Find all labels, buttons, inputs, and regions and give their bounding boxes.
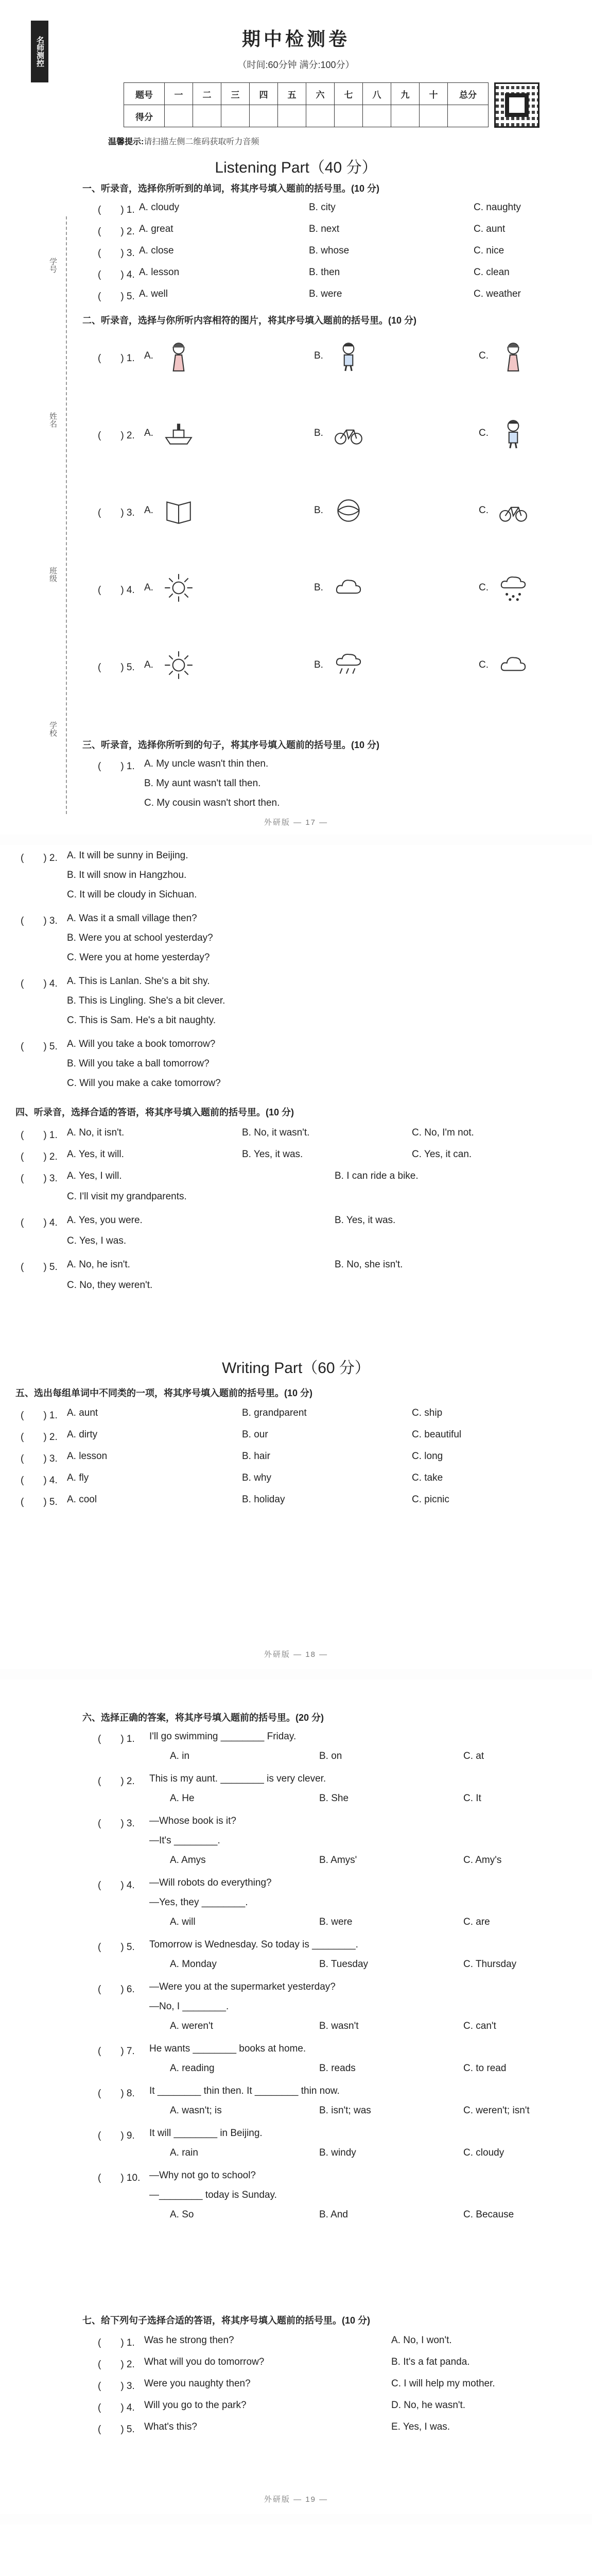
sentence-option: C. This is Sam. He's a bit naughty. — [67, 1015, 216, 1026]
question-stem: Tomorrow is Wednesday. So today is ________. — [149, 1939, 358, 1950]
option-b: B. reads — [319, 2063, 356, 2074]
question-stem: It ________ thin then. It ________ thin now. — [149, 2086, 340, 2096]
question-1-heading: 一、听录音，选择你所听到的单词，将其序号填入题前的括号里。(10 分) — [82, 183, 380, 194]
question-stem: —Yes, they ________. — [149, 1897, 248, 1908]
option-a: A. lesson — [139, 267, 180, 278]
question-number[interactable]: ( ) 3. — [21, 1173, 58, 1184]
option-c: C. clean — [474, 267, 510, 278]
option-c: C. at — [463, 1751, 484, 1761]
score-table — [124, 82, 489, 127]
option-a: A. He — [170, 1793, 195, 1804]
option-label: B. — [314, 659, 323, 670]
option-a: A. Amys — [170, 1855, 206, 1866]
score-input-cell[interactable] — [221, 105, 250, 127]
question-number[interactable]: ( ) 4. — [98, 2402, 135, 2413]
reply-option: A. Yes, it will. — [67, 1149, 124, 1160]
score-cell: 三 — [221, 83, 250, 105]
answer-option: D. No, he wasn't. — [391, 2400, 466, 2411]
option-label: C. — [479, 659, 489, 670]
option-b: B. Tuesday — [319, 1959, 369, 1970]
question-number[interactable]: ( ) 5. — [21, 1497, 58, 1507]
option-b: B. were — [309, 289, 342, 299]
rain-icon[interactable] — [333, 649, 364, 681]
question-sentence: What's this? — [144, 2421, 197, 2432]
question-number[interactable]: ( ) 2. — [21, 1432, 58, 1443]
option-b: B. Amys' — [319, 1855, 357, 1866]
question-number[interactable]: ( ) 4. — [21, 1475, 58, 1486]
option-b: B. windy — [319, 2147, 356, 2158]
option-a: A. dirty — [67, 1429, 98, 1440]
option-a: A. in — [170, 1751, 190, 1761]
sentence-option: B. It will snow in Hangzhou. — [67, 870, 187, 880]
tip-label: 温馨提示: — [108, 138, 144, 146]
option-c: C. beautiful — [412, 1429, 462, 1440]
side-label-name: 姓名 — [48, 412, 57, 428]
reply-option: C. No, I'm not. — [412, 1127, 474, 1138]
option-a: A. So — [170, 2209, 194, 2220]
boy-icon[interactable] — [497, 417, 529, 449]
score-cell: 得分 — [124, 105, 165, 127]
question-number[interactable]: ( ) 1. — [21, 1410, 58, 1421]
question-sentence: What will you do tomorrow? — [144, 2357, 265, 2367]
question-stem: —Will robots do everything? — [149, 1877, 272, 1888]
option-c: C. Amy's — [463, 1855, 502, 1866]
brand-logo: 名师测控 — [31, 21, 48, 82]
reply-option: B. No, she isn't. — [335, 1259, 403, 1270]
question-number[interactable]: ( ) 2. — [98, 430, 135, 441]
option-b: B. She — [319, 1793, 349, 1804]
reply-option: A. Yes, you were. — [67, 1215, 143, 1226]
option-a: A. fly — [67, 1472, 89, 1483]
side-info-strip — [45, 216, 67, 814]
option-a: A. cool — [67, 1494, 97, 1505]
score-cell: 十 — [420, 83, 448, 105]
question-number[interactable]: ( ) 1. — [98, 2337, 135, 2348]
sentence-option: B. Were you at school yesterday? — [67, 933, 213, 943]
option-b: B. next — [309, 224, 340, 234]
option-c: C. Thursday — [463, 1959, 517, 1970]
option-b: B. why — [242, 1472, 272, 1483]
score-table-header-row — [124, 83, 489, 105]
question-stem: He wants ________ books at home. — [149, 2043, 306, 2054]
ship-icon[interactable] — [163, 417, 195, 449]
answer-option: C. I will help my mother. — [391, 2378, 495, 2389]
question-number[interactable]: ( ) 10. — [98, 2173, 141, 2183]
tip-text: 请扫描左侧二维码获取听力音频 — [144, 138, 259, 146]
score-cell: 六 — [306, 83, 335, 105]
reply-option: C. No, they weren't. — [67, 1280, 153, 1291]
page-gap — [0, 1669, 592, 1680]
question-number[interactable]: ( ) 1. — [98, 205, 135, 215]
page-gap — [0, 835, 592, 845]
score-input-cell[interactable] — [250, 105, 278, 127]
boy-running-icon[interactable] — [333, 340, 364, 372]
writing-part-title: Writing Part（60 分） — [222, 1360, 370, 1377]
score-input-cell[interactable] — [306, 105, 335, 127]
option-a: A. rain — [170, 2147, 198, 2158]
question-number[interactable]: ( ) 1. — [21, 1130, 58, 1141]
option-a: A. cloudy — [139, 202, 180, 213]
sentence-option: B. Will you take a ball tomorrow? — [67, 1058, 210, 1069]
option-a: A. lesson — [67, 1451, 108, 1462]
option-c: C. take — [412, 1472, 443, 1483]
question-stem: This is my aunt. ________ is very clever. — [149, 1773, 326, 1784]
reply-option: A. No, he isn't. — [67, 1259, 130, 1270]
sentence-option: A. My uncle wasn't thin then. — [144, 758, 269, 769]
sentence-option: C. Will you make a cake tomorrow? — [67, 1078, 221, 1089]
option-label: C. — [479, 350, 489, 361]
option-a: A. wasn't; is — [170, 2105, 222, 2116]
page-footer: 外研版 — 17 — — [264, 818, 328, 827]
bike-icon[interactable] — [333, 417, 364, 449]
qr-code-icon[interactable] — [494, 82, 539, 128]
option-c: C. It — [463, 1793, 481, 1804]
option-b: B. hair — [242, 1451, 270, 1462]
question-number[interactable]: ( ) 3. — [21, 1453, 58, 1464]
score-input-cell[interactable] — [335, 105, 363, 127]
question-number[interactable]: ( ) 3. — [98, 2381, 135, 2392]
option-b: B. wasn't — [319, 2021, 359, 2031]
option-b: B. our — [242, 1429, 268, 1440]
question-number[interactable]: ( ) 8. — [98, 2088, 135, 2099]
score-input-cell[interactable] — [165, 105, 193, 127]
ball-icon[interactable] — [333, 495, 364, 527]
question-6-heading: 六、选择正确的答案，将其序号填入题前的括号里。(20 分) — [82, 1713, 324, 1723]
option-label: C. — [479, 428, 489, 438]
option-c: C. naughty — [474, 202, 521, 213]
question-number[interactable]: ( ) 5. — [98, 662, 135, 673]
question-number[interactable]: ( ) 1. — [98, 1734, 135, 1744]
score-input-cell[interactable] — [391, 105, 420, 127]
question-number[interactable]: ( ) 5. — [98, 2424, 135, 2435]
girl-dancing-icon[interactable] — [163, 340, 195, 372]
question-sentence: Were you naughty then? — [144, 2378, 251, 2389]
option-a: A. weren't — [170, 2021, 213, 2031]
option-c: C. can't — [463, 2021, 496, 2031]
option-c: C. ship — [412, 1408, 443, 1418]
question-number[interactable]: ( ) 5. — [98, 1942, 135, 1953]
girl-standing-icon[interactable] — [497, 340, 529, 372]
page-gap — [0, 2514, 592, 2524]
option-label: B. — [314, 582, 323, 593]
option-label: A. — [144, 505, 153, 516]
page-footer: 外研版 — 19 — — [264, 2495, 328, 2504]
exam-subtitle: （时间:60分钟 满分:100分） — [237, 60, 355, 70]
option-label: C. — [479, 582, 489, 593]
listening-part-title: Listening Part（40 分） — [215, 159, 377, 176]
question-number[interactable]: ( ) 2. — [98, 2359, 135, 2370]
question-number[interactable]: ( ) 4. — [21, 978, 58, 989]
score-cell: 七 — [335, 83, 363, 105]
option-label: A. — [144, 659, 153, 670]
question-stem: —It's ________. — [149, 1835, 220, 1846]
question-stem: —Why not go to school? — [149, 2170, 256, 2181]
exam-page-4 — [0, 2524, 592, 2576]
side-label-school: 学校 — [48, 721, 57, 737]
score-cell: 一 — [165, 83, 193, 105]
sentence-option: A. This is Lanlan. She's a bit shy. — [67, 976, 210, 987]
sentence-option: A. It will be sunny in Beijing. — [67, 850, 188, 861]
question-number[interactable]: ( ) 2. — [21, 853, 58, 863]
question-number[interactable]: ( ) 9. — [98, 2130, 135, 2141]
question-number[interactable]: ( ) 1. — [98, 353, 135, 364]
option-b: B. on — [319, 1751, 342, 1761]
reply-option: C. Yes, it can. — [412, 1149, 472, 1160]
snow-icon[interactable] — [497, 572, 529, 604]
option-c: C. nice — [474, 245, 504, 256]
score-cell: 题号 — [124, 83, 165, 105]
option-b: B. city — [309, 202, 336, 213]
question-stem: I'll go swimming ________ Friday. — [149, 1731, 297, 1742]
question-2-heading: 二、听录音，选择与你所听内容相符的图片，将其序号填入题前的括号里。(10 分) — [82, 315, 417, 326]
option-a: A. reading — [170, 2063, 215, 2074]
score-input-cell[interactable] — [278, 105, 306, 127]
option-label: A. — [144, 350, 153, 361]
question-number[interactable]: ( ) 2. — [21, 1151, 58, 1162]
sentence-option: C. It will be cloudy in Sichuan. — [67, 889, 197, 900]
score-cell: 五 — [278, 83, 306, 105]
option-label: B. — [314, 505, 323, 516]
question-number[interactable]: ( ) 4. — [98, 1880, 135, 1891]
score-cell: 九 — [391, 83, 420, 105]
option-a: A. aunt — [67, 1408, 98, 1418]
reply-option: A. Yes, I will. — [67, 1171, 122, 1181]
exam-page-2 — [0, 845, 592, 1669]
score-cell: 二 — [193, 83, 221, 105]
sentence-option: B. My aunt wasn't tall then. — [144, 778, 261, 789]
question-stem: —Were you at the supermarket yesterday? — [149, 1981, 336, 1992]
option-a: A. great — [139, 224, 173, 234]
option-b: B. then — [309, 267, 340, 278]
book-icon[interactable] — [163, 495, 195, 527]
question-3-heading: 三、听录音，选择你所听到的句子，将其序号填入题前的括号里。(10 分) — [82, 740, 380, 750]
option-c: C. are — [463, 1917, 490, 1927]
score-input-cell[interactable] — [193, 105, 221, 127]
option-c: C. picnic — [412, 1494, 449, 1505]
question-number[interactable]: ( ) 2. — [98, 226, 135, 237]
reply-option: B. I can ride a bike. — [335, 1171, 419, 1181]
reply-option: A. No, it isn't. — [67, 1127, 125, 1138]
score-table-score-row — [124, 105, 489, 127]
option-a: A. well — [139, 289, 168, 299]
question-sentence: Will you go to the park? — [144, 2400, 247, 2411]
question-7-heading: 七、给下列句子选择合适的答语，将其序号填入题前的括号里。(10 分) — [82, 2315, 371, 2326]
option-c: C. cloudy — [463, 2147, 504, 2158]
option-label: A. — [144, 582, 153, 593]
tip-line — [108, 135, 259, 147]
question-number[interactable]: ( ) 3. — [98, 507, 135, 518]
question-number[interactable]: ( ) 7. — [98, 2046, 135, 2057]
reply-option: C. I'll visit my grandparents. — [67, 1191, 187, 1202]
option-a: A. Monday — [170, 1959, 217, 1970]
sentence-option: A. Will you take a book tomorrow? — [67, 1039, 216, 1049]
answer-option: B. It's a fat panda. — [391, 2357, 470, 2367]
answer-option: A. No, I won't. — [391, 2335, 452, 2346]
question-number[interactable]: ( ) 4. — [98, 269, 135, 280]
question-5-heading: 五、选出每组单词中不同类的一项，将其序号填入题前的括号里。(10 分) — [15, 1388, 313, 1398]
question-number[interactable]: ( ) 5. — [98, 291, 135, 302]
option-c: C. weren't; isn't — [463, 2105, 530, 2116]
option-b: B. grandparent — [242, 1408, 307, 1418]
reply-option: B. No, it wasn't. — [242, 1127, 310, 1138]
option-b: B. holiday — [242, 1494, 285, 1505]
exam-page-3 — [0, 1680, 592, 2514]
exam-page-1 — [0, 0, 592, 835]
question-sentence: Was he strong then? — [144, 2335, 234, 2346]
reply-option: B. Yes, it was. — [335, 1215, 396, 1226]
question-number[interactable]: ( ) 1. — [98, 761, 135, 772]
exam-title: 期中检测卷 — [241, 28, 350, 50]
cloud-icon[interactable] — [497, 649, 529, 681]
option-label: C. — [479, 505, 489, 516]
score-input-cell[interactable] — [448, 105, 489, 127]
sun-icon[interactable] — [163, 572, 195, 604]
question-number[interactable]: ( ) 4. — [98, 585, 135, 596]
question-number[interactable]: ( ) 3. — [21, 916, 58, 926]
option-label: A. — [144, 428, 153, 438]
cloud-icon[interactable] — [333, 572, 364, 604]
page-footer: 外研版 — 18 — — [264, 1650, 328, 1659]
option-a: A. close — [139, 245, 174, 256]
question-stem: —Whose book is it? — [149, 1816, 236, 1826]
sentence-option: C. My cousin wasn't short then. — [144, 798, 280, 808]
option-label: B. — [314, 350, 323, 361]
question-stem: It will ________ in Beijing. — [149, 2128, 263, 2139]
option-label: B. — [314, 428, 323, 438]
option-b: B. isn't; was — [319, 2105, 371, 2116]
option-c: C. to read — [463, 2063, 507, 2074]
bike-icon[interactable] — [497, 495, 529, 527]
option-b: B. And — [319, 2209, 348, 2220]
question-number[interactable]: ( ) 3. — [98, 248, 135, 259]
score-cell: 四 — [250, 83, 278, 105]
option-c: C. aunt — [474, 224, 506, 234]
score-input-cell[interactable] — [363, 105, 391, 127]
question-number[interactable]: ( ) 5. — [21, 1041, 58, 1052]
score-cell: 八 — [363, 83, 391, 105]
side-label-class: 班级 — [48, 567, 57, 582]
option-c: C. Because — [463, 2209, 514, 2220]
answer-option: E. Yes, I was. — [391, 2421, 450, 2432]
sentence-option: B. This is Lingling. She's a bit clever. — [67, 995, 225, 1006]
option-b: B. whose — [309, 245, 350, 256]
option-c: C. weather — [474, 289, 521, 299]
score-cell: 总分 — [448, 83, 489, 105]
sentence-option: A. Was it a small village then? — [67, 913, 197, 924]
question-number[interactable]: ( ) 2. — [98, 1776, 135, 1787]
side-label-student-id: 学号 — [48, 258, 57, 273]
option-a: A. will — [170, 1917, 196, 1927]
sun-face-icon[interactable] — [163, 649, 195, 681]
reply-option: C. Yes, I was. — [67, 1235, 127, 1246]
score-input-cell[interactable] — [420, 105, 448, 127]
question-stem: —________ today is Sunday. — [149, 2190, 277, 2200]
question-number[interactable]: ( ) 4. — [21, 1217, 58, 1228]
option-c: C. long — [412, 1451, 443, 1462]
question-number[interactable]: ( ) 6. — [98, 1984, 135, 1995]
question-4-heading: 四、听录音，选择合适的答语，将其序号填入题前的括号里。(10 分) — [15, 1107, 294, 1117]
sentence-option: C. Were you at home yesterday? — [67, 952, 210, 963]
option-b: B. were — [319, 1917, 353, 1927]
reply-option: B. Yes, it was. — [242, 1149, 303, 1160]
question-number[interactable]: ( ) 3. — [98, 1818, 135, 1829]
question-number[interactable]: ( ) 5. — [21, 1262, 58, 1273]
question-stem: —No, I ________. — [149, 2001, 229, 2012]
